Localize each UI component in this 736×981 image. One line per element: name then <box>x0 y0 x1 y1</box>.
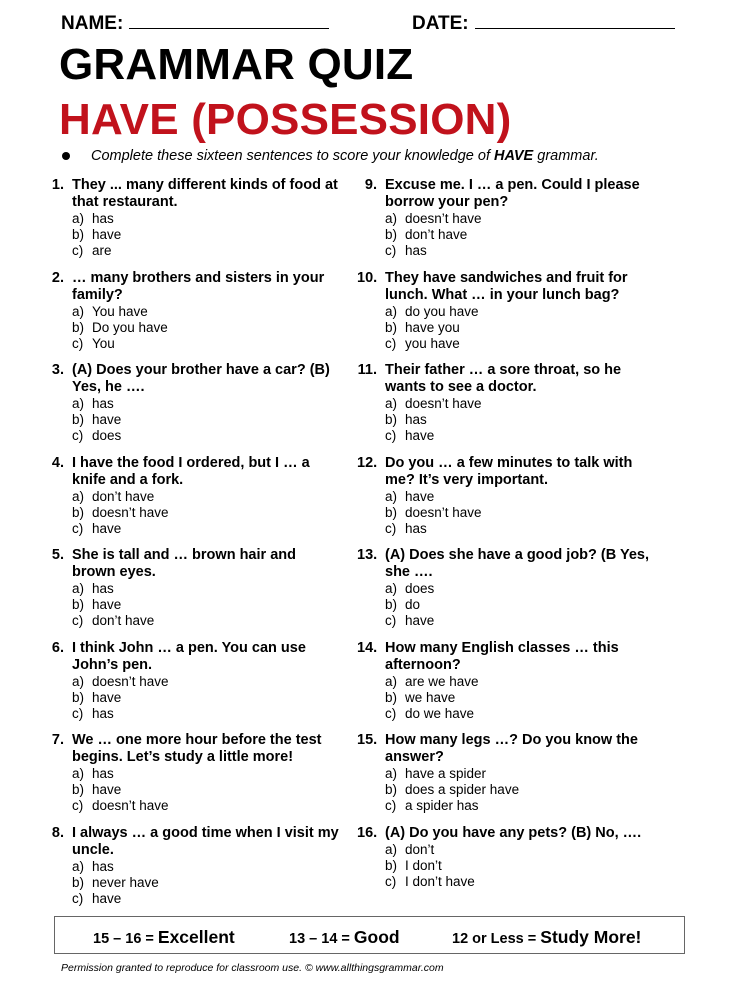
question-stem: They ... many different kinds of food at that restaurant. <box>72 177 338 210</box>
answer-option[interactable] <box>385 874 647 890</box>
option-text: have <box>92 891 122 906</box>
question-12 <box>357 455 647 537</box>
option-letter: b) <box>72 505 85 520</box>
answer-option[interactable] <box>72 798 334 814</box>
option-text: has <box>92 766 114 781</box>
option-text: you have <box>405 336 460 351</box>
question-stem: … many brothers and sisters in your family? <box>72 270 325 303</box>
option-letter: b) <box>385 227 398 242</box>
option-text: I don’t <box>405 858 442 873</box>
option-text: don’t <box>405 842 435 857</box>
score-study-more: 12 or Less = Study More! <box>452 927 642 947</box>
answer-option[interactable] <box>385 766 647 782</box>
option-letter: a) <box>72 396 85 411</box>
name-field[interactable] <box>61 12 329 35</box>
option-letter: b) <box>72 320 85 335</box>
option-letter: a) <box>72 766 85 781</box>
option-text: doesn’t have <box>92 798 169 813</box>
answer-option[interactable] <box>72 336 334 352</box>
question-stem: (A) Does your brother have a car? (B) Yes, he …. <box>72 362 330 395</box>
option-letter: a) <box>385 489 398 504</box>
question-6 <box>44 640 334 722</box>
option-letter: b) <box>72 412 85 427</box>
option-letter: c) <box>72 521 84 536</box>
option-text: has <box>92 396 114 411</box>
answer-option[interactable] <box>72 428 334 444</box>
question-1 <box>44 177 338 259</box>
name-blank-line[interactable] <box>129 12 329 29</box>
option-letter: b) <box>385 597 398 612</box>
question-number: 13. <box>357 547 378 563</box>
answer-option[interactable] <box>385 798 647 814</box>
answer-option[interactable] <box>385 243 647 259</box>
option-text: has <box>405 412 427 427</box>
option-text: don’t have <box>92 489 155 504</box>
answer-option[interactable] <box>72 859 334 875</box>
date-label: DATE: <box>412 13 469 34</box>
question-number: 8. <box>51 825 64 841</box>
instructions: Complete these sixteen sentences to score your knowledge of HAVE grammar. <box>91 148 599 164</box>
option-letter: b) <box>72 597 85 612</box>
option-letter: b) <box>385 858 398 873</box>
answer-option[interactable] <box>72 597 334 613</box>
answer-option[interactable] <box>385 396 647 412</box>
option-text: doesn’t have <box>405 396 482 411</box>
question-11 <box>357 362 647 444</box>
question-stem: How many legs …? Do you know the answer? <box>385 732 638 765</box>
option-letter: c) <box>72 891 84 906</box>
option-letter: a) <box>72 304 85 319</box>
question-stem: I have the food I ordered, but I … a knife and a fork. <box>72 455 310 488</box>
option-text: do you have <box>405 304 479 319</box>
option-text: have <box>92 782 122 797</box>
answer-option[interactable] <box>72 211 334 227</box>
option-letter: a) <box>385 304 398 319</box>
option-text: has <box>92 706 114 721</box>
question-stem: I think John … a pen. You can use John’s pen. <box>72 640 306 673</box>
question-16 <box>357 825 647 890</box>
answer-option[interactable] <box>385 597 647 613</box>
option-letter: c) <box>72 706 84 721</box>
answer-option[interactable] <box>72 396 334 412</box>
question-8 <box>44 825 339 907</box>
answer-option[interactable] <box>72 706 334 722</box>
option-text: has <box>92 581 114 596</box>
option-text: have <box>405 428 435 443</box>
answer-option[interactable] <box>385 336 647 352</box>
question-10 <box>357 270 647 352</box>
question-stem: I always … a good time when I visit my uncle. <box>72 825 339 858</box>
answer-option[interactable] <box>72 766 334 782</box>
option-text: does a spider have <box>405 782 520 797</box>
answer-option[interactable] <box>385 706 647 722</box>
question-13 <box>357 547 650 629</box>
question-number: 16. <box>357 825 378 841</box>
option-letter: b) <box>72 227 85 242</box>
option-text: do <box>405 597 421 612</box>
question-stem: Their father … a sore throat, so he wants to see a doctor. <box>385 362 622 395</box>
question-number: 3. <box>51 362 64 378</box>
option-text: have <box>405 489 435 504</box>
answer-option[interactable] <box>72 690 334 706</box>
option-letter: c) <box>72 243 84 258</box>
answer-option[interactable] <box>385 674 647 690</box>
question-stem: (A) Does she have a good job? (B Yes, she …. <box>385 547 650 580</box>
answer-option[interactable] <box>385 320 647 336</box>
option-letter: b) <box>385 690 398 705</box>
question-number: 4. <box>51 455 64 471</box>
option-letter: c) <box>72 428 84 443</box>
question-9 <box>357 177 647 259</box>
footer-permission: Permission granted to reproduce for classroom use. © www.allthingsgrammar.com <box>61 962 444 974</box>
answer-option[interactable] <box>72 227 334 243</box>
option-text: doesn’t have <box>405 211 482 226</box>
option-letter: c) <box>385 243 397 258</box>
page-subtitle: HAVE (POSSESSION) <box>59 95 512 144</box>
option-letter: b) <box>385 782 398 797</box>
option-letter: c) <box>72 798 84 813</box>
option-letter: c) <box>385 521 397 536</box>
question-number: 7. <box>51 732 64 748</box>
option-text: has <box>92 859 114 874</box>
option-text: don’t have <box>405 227 468 242</box>
option-text: doesn’t have <box>92 505 169 520</box>
question-14 <box>357 640 647 722</box>
option-text: are <box>92 243 112 258</box>
option-letter: b) <box>72 875 85 890</box>
question-3 <box>44 362 334 444</box>
option-letter: a) <box>72 674 85 689</box>
option-text: You <box>92 336 115 351</box>
name-label: NAME: <box>61 13 124 34</box>
option-text: have <box>92 412 122 427</box>
option-letter: b) <box>72 782 85 797</box>
answer-option[interactable] <box>385 227 647 243</box>
question-number: 1. <box>51 177 64 193</box>
answer-option[interactable] <box>72 674 334 690</box>
option-text: we have <box>405 690 456 705</box>
option-text: have <box>92 521 122 536</box>
option-letter: c) <box>385 428 397 443</box>
score-good: 13 – 14 = Good <box>289 927 400 947</box>
answer-option[interactable] <box>385 521 647 537</box>
option-letter: c) <box>72 613 84 628</box>
option-letter: a) <box>385 581 398 596</box>
option-letter: a) <box>385 396 398 411</box>
option-letter: c) <box>385 706 397 721</box>
question-2 <box>44 270 334 352</box>
option-text: has <box>92 211 114 226</box>
option-text: a spider has <box>405 798 479 813</box>
option-text: have <box>92 227 122 242</box>
option-letter: b) <box>385 412 398 427</box>
answer-option[interactable] <box>72 412 334 428</box>
option-text: never have <box>92 875 159 890</box>
answer-option[interactable] <box>72 489 334 505</box>
question-stem: We … one more hour before the test begins. Let’s study a little more! <box>72 732 322 765</box>
option-letter: a) <box>385 842 398 857</box>
answer-option[interactable] <box>72 875 334 891</box>
question-15 <box>357 732 647 814</box>
option-text: are we have <box>405 674 479 689</box>
question-number: 9. <box>364 177 377 193</box>
answer-option[interactable] <box>385 505 647 521</box>
option-letter: a) <box>72 859 85 874</box>
answer-option[interactable] <box>72 521 334 537</box>
answer-option[interactable] <box>385 858 647 874</box>
answer-option[interactable] <box>72 243 334 259</box>
question-stem: Excuse me. I … a pen. Could I please borrow your pen? <box>385 177 640 210</box>
question-number: 14. <box>357 640 378 656</box>
question-number: 12. <box>357 455 378 471</box>
answer-option[interactable] <box>385 428 647 444</box>
answer-option[interactable] <box>385 842 647 858</box>
option-text: do we have <box>405 706 475 721</box>
answer-option[interactable] <box>72 320 334 336</box>
answer-option[interactable] <box>385 581 647 597</box>
option-text: I don’t have <box>405 874 475 889</box>
answer-option[interactable] <box>72 581 334 597</box>
date-field[interactable] <box>412 12 675 35</box>
answer-option[interactable] <box>385 211 647 227</box>
option-letter: a) <box>72 489 85 504</box>
option-text: doesn’t have <box>92 674 169 689</box>
option-letter: a) <box>72 211 85 226</box>
question-5 <box>44 547 334 629</box>
answer-option[interactable] <box>385 690 647 706</box>
option-letter: a) <box>72 581 85 596</box>
answer-option[interactable] <box>72 613 334 629</box>
answer-option[interactable] <box>72 782 334 798</box>
option-text: has <box>405 521 427 536</box>
question-number: 11. <box>357 362 377 378</box>
option-letter: a) <box>385 674 398 689</box>
question-stem: How many English classes … this afternoon? <box>385 640 619 673</box>
bullet-icon <box>62 152 70 160</box>
option-letter: b) <box>72 690 85 705</box>
option-letter: b) <box>385 505 398 520</box>
option-text: doesn’t have <box>405 505 482 520</box>
option-text: does <box>92 428 122 443</box>
answer-option[interactable] <box>385 489 647 505</box>
answer-option[interactable] <box>72 304 334 320</box>
question-7 <box>44 732 334 814</box>
option-text: You have <box>92 304 148 319</box>
answer-option[interactable] <box>72 891 334 907</box>
option-letter: c) <box>385 874 397 889</box>
question-4 <box>44 455 334 537</box>
option-letter: a) <box>385 766 398 781</box>
option-text: have <box>92 597 122 612</box>
option-text: does <box>405 581 435 596</box>
option-text: have <box>405 613 435 628</box>
question-number: 5. <box>51 547 64 563</box>
question-stem: They have sandwiches and fruit for lunch. What … in your lunch bag? <box>385 270 628 303</box>
score-key <box>54 916 685 954</box>
option-text: have a spider <box>405 766 487 781</box>
option-letter: b) <box>385 320 398 335</box>
option-letter: c) <box>385 336 397 351</box>
option-text: have <box>92 690 122 705</box>
answer-option[interactable] <box>385 613 647 629</box>
option-letter: c) <box>385 798 397 813</box>
option-text: Do you have <box>92 320 168 335</box>
date-blank-line[interactable] <box>475 12 675 29</box>
question-stem: Do you … a few minutes to talk with me? It’s very important. <box>385 455 633 488</box>
option-text: don’t have <box>92 613 155 628</box>
score-excellent: 15 – 16 = Excellent <box>93 927 235 947</box>
question-number: 6. <box>51 640 64 656</box>
option-text: has <box>405 243 427 258</box>
option-letter: c) <box>72 336 84 351</box>
option-letter: c) <box>385 613 397 628</box>
answer-option[interactable] <box>385 782 647 798</box>
answer-option[interactable] <box>385 304 647 320</box>
question-number: 15. <box>357 732 378 748</box>
question-number: 2. <box>51 270 64 286</box>
page-title: GRAMMAR QUIZ <box>59 40 414 89</box>
question-stem: She is tall and … brown hair and brown eyes. <box>72 547 296 580</box>
question-stem: (A) Do you have any pets? (B) No, …. <box>385 825 642 841</box>
answer-option[interactable] <box>385 412 647 428</box>
answer-option[interactable] <box>72 505 334 521</box>
option-letter: a) <box>385 211 398 226</box>
option-text: have you <box>405 320 460 335</box>
question-number: 10. <box>357 270 378 286</box>
